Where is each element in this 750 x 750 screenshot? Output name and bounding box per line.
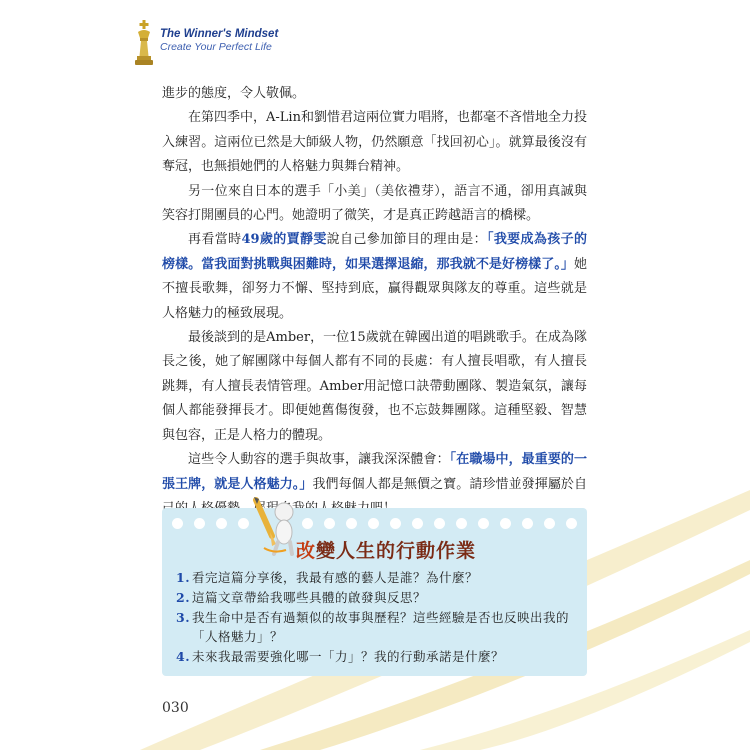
header-brand [160,28,278,53]
paragraph-4-post: 她不擅長歌舞，卻努力不懈、堅持到底，贏得觀眾與隊友的尊重。這些就是人格魅力的極致展現。 [162,256,587,321]
question-number: 2. [176,589,191,605]
question-number: 4. [176,649,191,665]
question-text: 看完這篇分享後，我最有感的藝人是誰？為什麼？ [192,570,479,585]
chess-king-logo-icon [132,20,156,68]
list-item [176,568,576,588]
action-card-title [296,536,476,563]
question-number: 1. [176,570,191,585]
list-item [176,588,576,608]
header-subtitle: Create Your Perfect Life [160,41,272,53]
action-card-title-rest: 變人生的行動作業 [316,540,477,562]
paragraph-4 [162,228,587,326]
list-item [176,608,576,648]
list-item [176,647,576,667]
highlight-quote-2: 「在職場中，最重要的一張王牌，就是人格魅力。」 [162,452,587,492]
paragraph-6-post: 我們每個人都是無價之寶。請珍惜並發揮屬於自 [312,476,587,492]
question-text: 我生命中是否有過類似的故事與歷程？這些經驗是否也反映出我的「人格魅力」？ [192,609,570,645]
paragraph-6-pre: 這些令人動容的選手與故事，讓我深深體會： [188,452,450,468]
action-card-title-first: 改 [296,540,317,562]
paragraph-2: 在第四季中，A-Lin和劉惜君這兩位實力唱將，也都毫不吝惜地全力投入練習。這兩位已然是大師級人物，仍然願意「找回初心」。就算最後沒有奪冠，也無損她們的人格魅力與舞台精神。 [162,110,587,175]
paragraph-5: 最後談到的是Amber，一位15歲就在韓國出道的唱跳歌手。在成為隊長之後，她了解團隊中每個人都有不同的長處：有人擅長唱歌，有人擅長跳舞，有人擅長表情管理。Amber用記憶口訣帶動團隊、製造氣氛，讓每個人都能發揮長才。即便她舊傷復發，也不忘鼓舞團隊。這種堅毅、智慧與包容，正是人格力的體現。 [162,330,587,443]
pencil-mascot-icon [250,496,300,558]
highlight-quote-1: 「我要成為孩子的榜樣。當我面對挑戰與困難時，如果選擇退縮，那我就不是好榜樣了。」 [162,232,587,272]
notebook-holes [162,518,587,532]
question-number: 3. [176,609,191,625]
highlight-name: 49歲的賈靜雯 [241,232,327,248]
article-body [162,82,587,521]
paragraph-3: 另一位來自日本的選手「小美」（美依禮芽），語言不通，卻用真誠與笑容打開團員的心門。她證明了微笑，才是真正跨越語言的橋樑。 [162,183,587,224]
paragraph-4-pre: 再看當時 [188,232,242,248]
header-title: The Winner's Mindset [160,28,279,40]
question-text: 這篇文章帶給我哪些具體的啟發與反思？ [192,589,427,605]
paragraph-1: 進步的態度，令人敬佩。 [162,86,306,101]
paragraph-4-mid: 說自己參加節目的理由是： [326,232,487,248]
page-number: 030 [162,700,189,716]
question-list [176,568,576,667]
question-text: 未來我最需要強化哪一「力」？我的行動承諾是什麼？ [192,649,505,665]
